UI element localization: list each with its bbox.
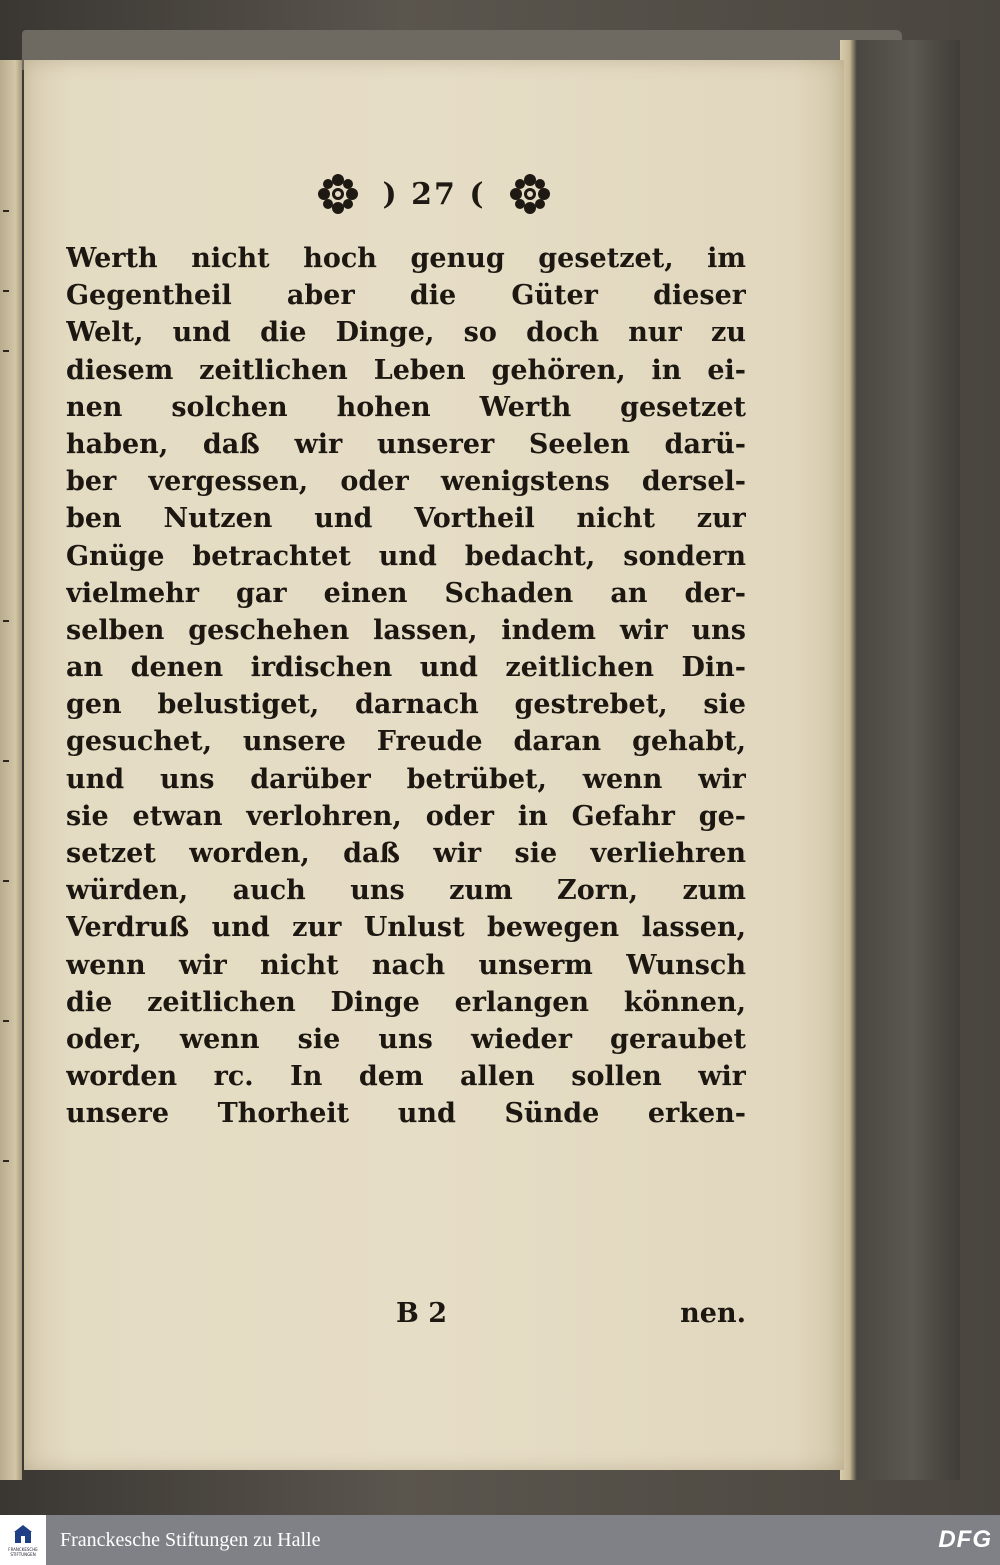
institution-logo[interactable] bbox=[0, 1515, 46, 1565]
text-line: sie etwan verlohren, oder in Gefahr ge- bbox=[66, 800, 746, 832]
text-line: ben Nutzen und Vortheil nicht zur bbox=[66, 503, 746, 535]
text-line: vielmehr gar einen Schaden an der- bbox=[66, 577, 746, 609]
text-line: unsere Thorheit und Sünde erken- bbox=[66, 1098, 746, 1130]
viewer-footer bbox=[0, 1515, 1000, 1565]
institution-logo-text: FRANCKESCHE STIFTUNGEN bbox=[8, 1547, 38, 1557]
text-line: an denen irdischen und zeitlichen Din- bbox=[66, 652, 746, 684]
text-line: würden, auch uns zum Zorn, zum bbox=[66, 875, 746, 907]
text-line: Welt, und die Dinge, so doch nur zu bbox=[66, 317, 746, 349]
institution-name[interactable]: Franckesche Stiftungen zu Halle bbox=[60, 1528, 321, 1551]
text-line: nen solchen hohen Werth gesetzet bbox=[66, 391, 746, 423]
text-line: haben, daß wir unserer Seelen darü- bbox=[66, 428, 746, 460]
text-line: Gegentheil aber die Güter dieser bbox=[66, 280, 746, 312]
building-icon bbox=[12, 1523, 34, 1545]
text-line: ber vergessen, oder wenigstens dersel- bbox=[66, 466, 746, 498]
page-footer-line bbox=[66, 1298, 746, 1338]
text-line: oder, wenn sie uns wieder geraubet bbox=[66, 1023, 746, 1055]
rosette-ornament-icon bbox=[508, 172, 552, 216]
rosette-ornament-icon bbox=[316, 172, 360, 216]
text-line: worden rc. In dem allen sollen wir bbox=[66, 1061, 746, 1093]
book-cover-edge bbox=[840, 40, 960, 1480]
text-line: und uns darüber betrübet, wenn wir bbox=[66, 763, 746, 795]
left-page-edge bbox=[0, 60, 22, 1480]
catchword: nen. bbox=[680, 1298, 746, 1329]
text-line: Werth nicht hoch genug gesetzet, im bbox=[66, 243, 746, 274]
body-text bbox=[66, 240, 746, 1133]
text-line: gesuchet, unsere Freude daran gehabt, bbox=[66, 726, 746, 758]
text-line: Verdruß und zur Unlust bewegen lassen, bbox=[66, 912, 746, 944]
signature-mark: B 2 bbox=[396, 1298, 448, 1329]
text-line: wenn wir nicht nach unserm Wunsch bbox=[66, 949, 746, 981]
text-line: gen belustiget, darnach gestrebet, sie bbox=[66, 689, 746, 721]
text-line: die zeitlichen Dinge erlangen können, bbox=[66, 986, 746, 1018]
page-header bbox=[24, 172, 844, 216]
book-page bbox=[24, 60, 844, 1470]
dfg-logo[interactable]: DFG bbox=[938, 1526, 992, 1553]
text-line: Gnüge betrachtet und bedacht, sondern bbox=[66, 540, 746, 572]
text-line: setzet worden, daß wir sie verliehren bbox=[66, 838, 746, 869]
text-line: diesem zeitlichen Leben gehören, in ei- bbox=[66, 354, 746, 386]
page-number: ) 27 ( bbox=[382, 176, 486, 212]
text-line: selben geschehen lassen, indem wir uns bbox=[66, 614, 746, 646]
